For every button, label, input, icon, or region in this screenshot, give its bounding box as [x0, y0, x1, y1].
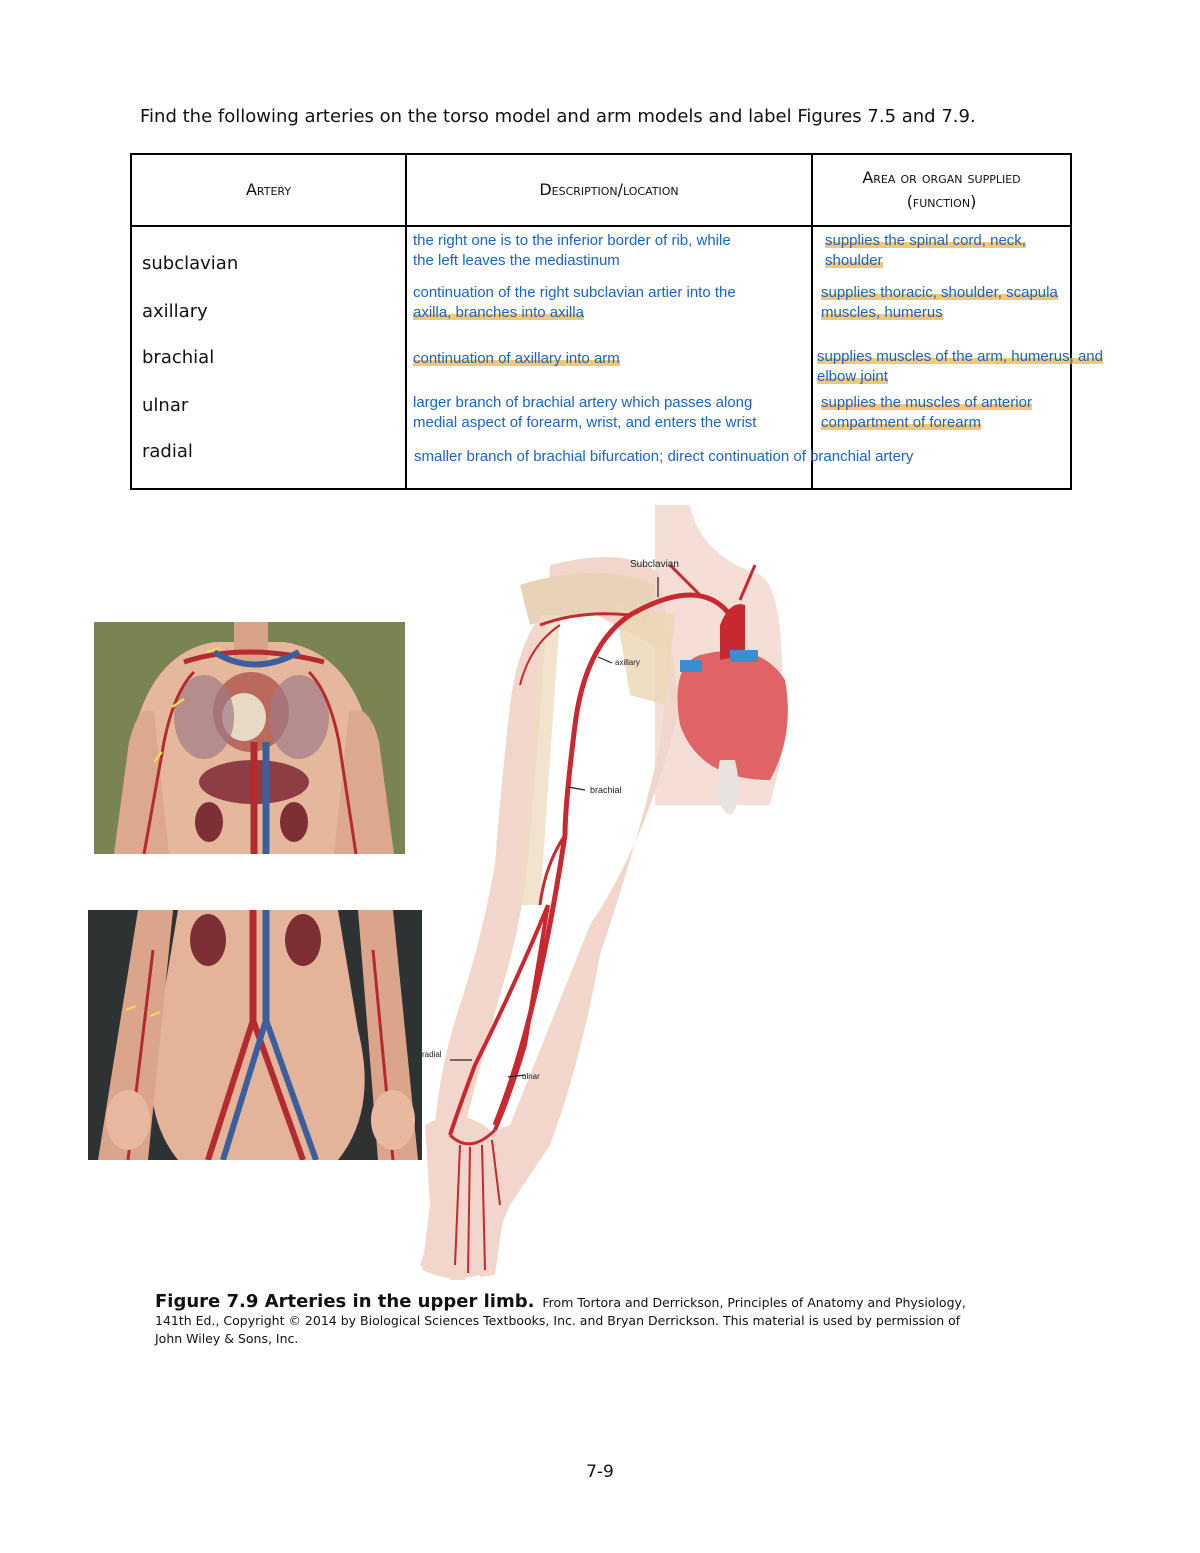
supplied-line: elbow joint [817, 368, 888, 385]
label-brachial: brachial [590, 785, 622, 795]
caption-source-line-2: 141th Ed., Copyright © 2014 by Biological Sciences Textbooks, Inc. and Bryan Derrickson. This material is used by permission of [155, 1313, 961, 1328]
torso-model-illustration [94, 622, 405, 854]
description-line: axilla, branches into axilla [413, 304, 584, 321]
description-radial: smaller branch of brachial bifurcation; direct continuation of branchial artery [414, 448, 914, 465]
figure-title: Figure 7.9 Arteries in the upper limb. [155, 1291, 535, 1312]
header-artery: Artery [131, 154, 406, 226]
supplied-line: supplies the muscles of anterior [821, 394, 1032, 411]
header-description: Description/location [406, 154, 812, 226]
artery-column [131, 226, 406, 489]
artery-axillary: axillary [142, 301, 208, 322]
description-line: continuation of axillary into arm [413, 350, 620, 367]
artery-subclavian: subclavian [142, 253, 239, 274]
arteries-table [130, 153, 1103, 490]
artery-brachial: brachial [142, 347, 215, 368]
caption-source-line-3: John Wiley & Sons, Inc. [155, 1331, 299, 1346]
description-ulnar [413, 393, 756, 433]
description-axillary [413, 283, 736, 323]
page-number: 7-9 [586, 1462, 614, 1482]
torso-model-photo [94, 622, 405, 854]
label-radial: radial [422, 1050, 442, 1059]
supplied-subclavian [825, 231, 1026, 271]
description-line: the left leaves the mediastinum [413, 252, 620, 269]
label-ulnar: ulnar [522, 1072, 540, 1081]
artery-ulnar: ulnar [142, 395, 189, 416]
figure-caption [155, 1293, 1075, 1348]
label-axillary: axillary [615, 658, 640, 667]
table-header-row [131, 154, 1071, 226]
abdomen-arm-model-photo [88, 910, 422, 1160]
caption-source-line-1: From Tortora and Derrickson, Principles of Anatomy and Physiology, [542, 1295, 966, 1310]
supplied-line: compartment of forearm [821, 414, 982, 431]
supplied-line: supplies thoracic, shoulder, scapula [821, 284, 1058, 301]
supplied-line: shoulder [825, 252, 883, 269]
artery-radial: radial [142, 441, 193, 462]
description-line: continuation of the right subclavian artier into the [413, 284, 736, 301]
instruction-text: Find the following arteries on the torso model and arm models and label Figures 7.5 and 7.9. [140, 106, 976, 127]
abdomen-model-illustration [88, 910, 422, 1160]
supplied-brachial [817, 347, 1103, 387]
upper-limb-arteries-figure [400, 505, 820, 1285]
header-supplied: Area or organ supplied (function) [812, 154, 1071, 226]
label-subclavian: Subclavian [630, 559, 679, 570]
description-subclavian [413, 231, 731, 271]
description-line: medial aspect of forearm, wrist, and enters the wrist [413, 414, 757, 431]
description-line: larger branch of brachial artery which passes along [413, 394, 753, 411]
supplied-line: supplies muscles of the arm, humerus, and [817, 348, 1103, 365]
description-line: the right one is to the inferior border of rib, while [413, 232, 731, 249]
supplied-axillary [821, 283, 1058, 323]
description-brachial [413, 349, 620, 369]
supplied-line: muscles, humerus [821, 304, 943, 321]
supplied-ulnar [821, 393, 1032, 433]
supplied-line: supplies the spinal cord, neck, [825, 232, 1026, 249]
